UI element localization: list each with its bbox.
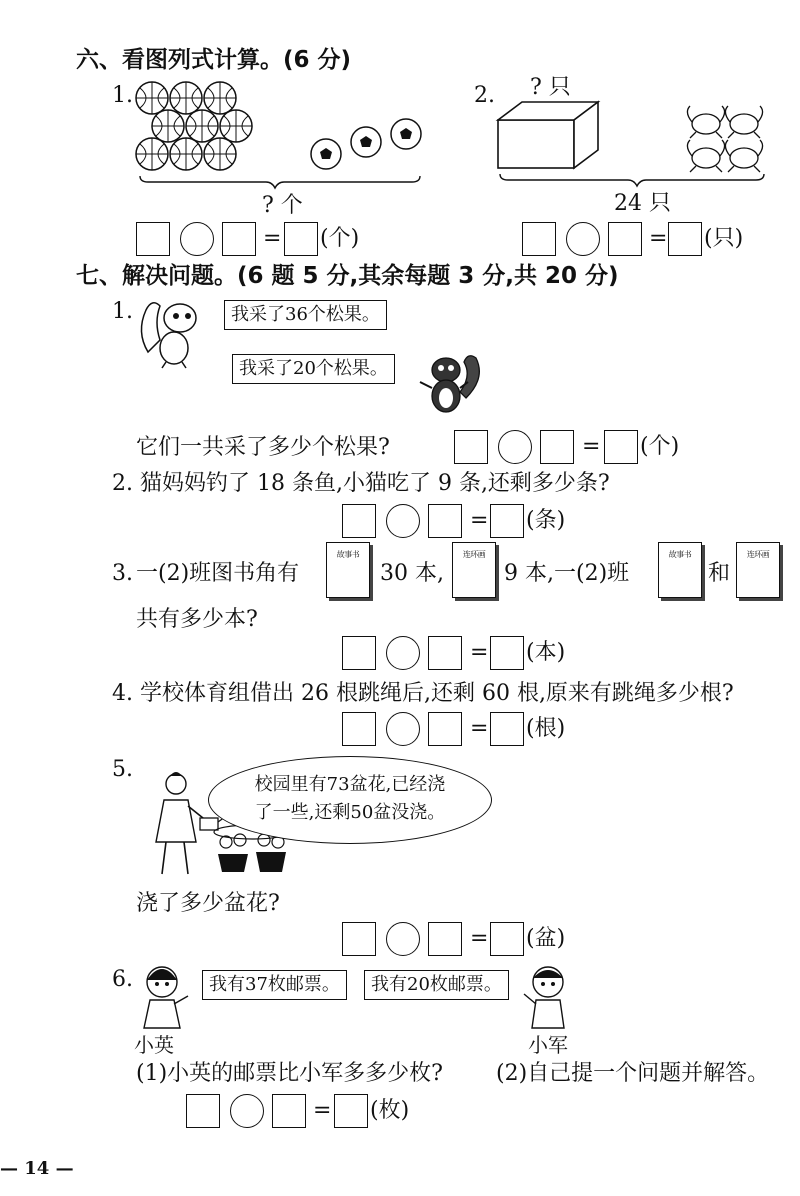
storybook-icon [326, 542, 370, 598]
s6-q1-question: ? 个 [262, 193, 303, 218]
s7-q3-equals: = [470, 640, 489, 665]
s7-q3-text-d: 和 [708, 561, 731, 586]
s7-q2-answer-box-1[interactable] [342, 504, 376, 538]
s7-q4-unit: (根) [526, 716, 566, 741]
crab-icons [687, 106, 762, 172]
girl-xiaoying-illustration [136, 962, 196, 1032]
s7-q3-number: 3. [112, 561, 133, 586]
squirrel-illustration-1 [136, 292, 216, 372]
s7-q3-text-a: 一(2)班图书角有 [136, 561, 300, 586]
s7-q3-unit: (本) [526, 640, 566, 665]
s7-q6-unit: (枚) [370, 1098, 410, 1123]
s7-q6-subquestion-1: (1)小英的邮票比小军多多少枚? [136, 1061, 443, 1086]
s7-q5-answer-box-1[interactable] [342, 922, 376, 956]
s6-q2-answer-box-2[interactable] [608, 222, 642, 256]
s7-q5-number: 5. [112, 757, 133, 782]
s7-q3-result-box[interactable] [490, 636, 524, 670]
s7-q1-answer-box-1[interactable] [454, 430, 488, 464]
s7-q4-answer-box-1[interactable] [342, 712, 376, 746]
s7-q4-operator-circle[interactable] [386, 712, 420, 746]
s7-q2-question: 2. 猫妈妈钓了 18 条鱼,小猫吃了 9 条,还剩多少条? [112, 471, 610, 496]
s6-q2-unit: (只) [704, 226, 744, 251]
storybook-icon-2 [658, 542, 702, 598]
s7-q4-answer-box-2[interactable] [428, 712, 462, 746]
comic-book-label-2: 连环画 [746, 550, 770, 559]
s7-q1-question: 它们一共采了多少个松果? [136, 435, 390, 460]
s7-q4-result-box[interactable] [490, 712, 524, 746]
s7-q4-question: 4. 学校体育组借出 26 根跳绳后,还剩 60 根,原来有跳绳多少根? [112, 681, 734, 706]
squirrel-illustration-2 [416, 348, 486, 418]
s6-q2-box-label: ? 只 [530, 75, 571, 100]
s7-q3-text-e: 共有多少本? [136, 607, 258, 632]
s6-q1-result-box[interactable] [284, 222, 318, 256]
s6-q2-operator-circle[interactable] [566, 222, 600, 256]
s7-q6-operator-circle[interactable] [230, 1094, 264, 1128]
s7-q5-result-box[interactable] [490, 922, 524, 956]
s7-q5-operator-circle[interactable] [386, 922, 420, 956]
s7-q1-speech-bubble-a: 我采了36个松果。 [224, 300, 387, 330]
s7-q6-answer-box-1[interactable] [186, 1094, 220, 1128]
comic-book-label: 连环画 [462, 550, 486, 559]
s7-q5-answer-box-2[interactable] [428, 922, 462, 956]
box-and-crabs-illustration [496, 100, 776, 190]
s7-q6-answer-box-2[interactable] [272, 1094, 306, 1128]
storybook-label: 故事书 [336, 550, 360, 559]
s7-q6-result-box[interactable] [334, 1094, 368, 1128]
flower-pot-icons [218, 852, 286, 872]
s6-q1-equals: = [263, 226, 282, 251]
s7-q6-equals: = [313, 1098, 332, 1123]
boy-xiaojun-illustration [518, 962, 578, 1032]
s7-q1-unit: (个) [640, 434, 680, 459]
s7-q3-answer-box-1[interactable] [342, 636, 376, 670]
s7-q6-number: 6. [112, 967, 133, 992]
section7-heading: 七、解决问题。(6 题 5 分,其余每题 3 分,共 20 分) [76, 263, 619, 289]
s7-q2-answer-box-2[interactable] [428, 504, 462, 538]
s7-q6-subquestion-2: (2)自己提一个问题并解答。 [496, 1061, 770, 1086]
s7-q1-operator-circle[interactable] [498, 430, 532, 464]
s6-q1-number: 1. [112, 83, 133, 108]
s7-q2-operator-circle[interactable] [386, 504, 420, 538]
comic-book-icon [452, 542, 496, 598]
s7-q5-equals: = [470, 926, 489, 951]
s7-q3-operator-circle[interactable] [386, 636, 420, 670]
s7-q6-name-xiaoying: 小英 [134, 1033, 174, 1057]
comic-book-icon-2 [736, 542, 780, 598]
s7-q6-name-xiaojun: 小军 [528, 1033, 568, 1057]
s7-q1-answer-box-2[interactable] [540, 430, 574, 464]
s7-q3-answer-box-2[interactable] [428, 636, 462, 670]
s7-q3-text-c: 9 本,一(2)班 [504, 561, 630, 586]
s7-q5-bubble-line1: 校园里有73盆花,已经浇 [254, 774, 446, 795]
section6-heading: 六、看图列式计算。(6 分) [76, 47, 352, 73]
s6-q2-answer-box-1[interactable] [522, 222, 556, 256]
s7-q3-text-b: 30 本, [380, 561, 444, 586]
s7-q1-number: 1. [112, 299, 133, 324]
s7-q5-unit: (盆) [526, 926, 566, 951]
s6-q1-answer-box-1[interactable] [136, 222, 170, 256]
s6-q2-result-box[interactable] [668, 222, 702, 256]
s7-q5-thought-bubble [208, 756, 492, 844]
s6-q2-equals: = [649, 226, 668, 251]
basketballs-and-soccer-balls-illustration [130, 78, 430, 188]
s7-q2-unit: (条) [526, 508, 566, 533]
s7-q4-equals: = [470, 716, 489, 741]
storybook-label-2: 故事书 [668, 550, 692, 559]
s7-q5-question: 浇了多少盆花? [136, 891, 280, 916]
s7-q1-result-box[interactable] [604, 430, 638, 464]
s7-q2-equals: = [470, 508, 489, 533]
s6-q1-operator-circle[interactable] [180, 222, 214, 256]
page-number: — 14 — [0, 1158, 74, 1179]
s7-q6-speech-bubble-b: 我有20枚邮票。 [364, 970, 509, 1000]
s7-q1-equals: = [582, 434, 601, 459]
s7-q6-speech-bubble-a: 我有37枚邮票。 [202, 970, 347, 1000]
s6-q2-total: 24 只 [614, 191, 671, 216]
s7-q5-bubble-line2: 了一些,还剩50盆没浇。 [254, 802, 446, 823]
s6-q1-answer-box-2[interactable] [222, 222, 256, 256]
s6-q1-unit: (个) [320, 226, 360, 251]
s6-q2-number: 2. [474, 83, 495, 108]
s7-q2-result-box[interactable] [490, 504, 524, 538]
box-icon [498, 102, 598, 168]
s7-q1-speech-bubble-b: 我采了20个松果。 [232, 354, 395, 384]
